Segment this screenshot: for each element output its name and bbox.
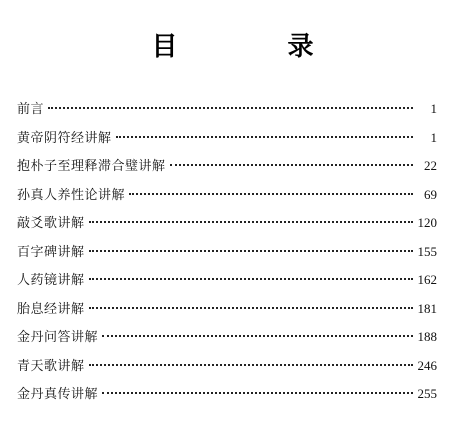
- toc-entry-label: 前言: [17, 102, 45, 117]
- toc-entry-qiaoyaoge[interactable]: [17, 212, 437, 241]
- toc-entry-label: 百字碑讲解: [17, 244, 85, 260]
- toc-entry-label: 青天歌讲解: [17, 358, 85, 374]
- dot-leader: [102, 335, 413, 337]
- toc-entry-page: 120: [417, 215, 437, 230]
- toc-entry-page: 69: [424, 186, 437, 202]
- dot-leader: [48, 107, 413, 109]
- toc-entry-page: 155: [417, 243, 437, 259]
- toc-entry-huangdi-yinfujing[interactable]: [17, 127, 437, 156]
- toc-entry-sunzhenren[interactable]: [17, 184, 437, 213]
- dot-leader: [89, 250, 413, 252]
- toc-entry-label: 金丹问答讲解: [17, 330, 99, 345]
- dot-leader: [89, 364, 413, 366]
- toc-entry-page: 181: [417, 300, 437, 316]
- toc-entry-label: 孙真人养性论讲解: [17, 187, 126, 203]
- toc-entry-renyaojing[interactable]: [17, 269, 437, 298]
- toc-entry-page: 1: [430, 101, 437, 116]
- toc-entry-page: 22: [424, 158, 437, 173]
- table-of-contents: [17, 98, 437, 412]
- toc-entry-baopuzi[interactable]: [17, 155, 437, 184]
- toc-entry-label: 抱朴子至理释滞合璧讲解: [17, 159, 166, 174]
- dot-leader: [102, 392, 413, 394]
- toc-entry-label: 胎息经讲解: [17, 301, 85, 317]
- toc-entry-page: 246: [417, 357, 437, 373]
- page-title: 目 录: [151, 32, 356, 62]
- toc-entry-page: 162: [417, 272, 437, 287]
- dot-leader: [89, 278, 413, 280]
- toc-entry-label: 人药镜讲解: [17, 273, 85, 288]
- toc-entry-label: 黄帝阴符经讲解: [17, 130, 112, 146]
- dot-leader: [129, 193, 413, 195]
- toc-entry-label: 金丹真传讲解: [17, 387, 99, 402]
- toc-entry-baizibei[interactable]: [17, 241, 437, 270]
- dot-leader: [89, 221, 413, 223]
- toc-entry-jindan-zhenchuan[interactable]: [17, 383, 437, 412]
- toc-entry-page: 188: [417, 329, 437, 344]
- toc-entry-taixijing[interactable]: [17, 298, 437, 327]
- dot-leader: [116, 136, 413, 138]
- dot-leader: [89, 307, 413, 309]
- dot-leader: [170, 164, 413, 166]
- toc-entry-preface[interactable]: [17, 98, 437, 127]
- toc-entry-page: 255: [417, 386, 437, 401]
- toc-entry-page: 1: [430, 129, 437, 145]
- toc-entry-label: 敲爻歌讲解: [17, 216, 85, 231]
- toc-entry-qingtiange[interactable]: [17, 355, 437, 384]
- toc-entry-jindan-wenda[interactable]: [17, 326, 437, 355]
